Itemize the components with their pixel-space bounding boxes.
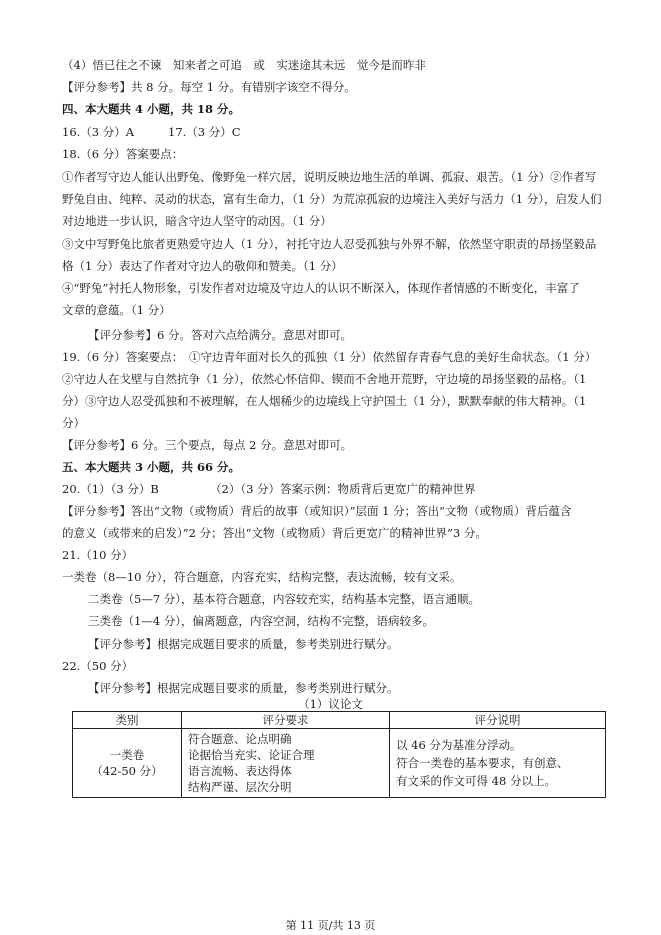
q19-point-line: 分） — [62, 416, 85, 430]
q22-scoring-note: 【评分参考】根据完成题目要求的质量，参考类别进行赋分。 — [88, 681, 399, 695]
requirement-item: 符合题意、论点明确 — [188, 732, 292, 746]
q21-scoring-note: 【评分参考】根据完成题目要求的质量，参考类别进行赋分。 — [88, 637, 399, 651]
q21-grade-one: 一类卷（8—10 分），符合题意，内容充实，结构完整，表达流畅，较有文采。 — [62, 570, 462, 584]
q20-scoring-note: 的意义（或带来的启发）”2 分；答出“文物（或物质）背后更宽广的精神世界”3 分。 — [62, 526, 487, 540]
q18-point-line: 野兔自由、纯粹、灵动的状态，富有生命力，（1 分）为荒凉孤寂的边境注入美好与活力（1 分），启发人们 — [62, 192, 602, 206]
q17-answer: 17.（3 分）C — [168, 125, 241, 139]
header-requirements: 评分要求 — [182, 712, 390, 729]
note-line: 符合一类卷的基本要求，有创意、 — [396, 756, 569, 770]
q18-point-line: 格（1 分）表达了作者对守边人的敬仰和赞美。（1 分） — [62, 259, 343, 273]
q21-heading: 21.（10 分） — [62, 548, 134, 562]
q18-scoring-note: 【评分参考】6 分。答对六点给满分。意思对即可。 — [88, 328, 352, 342]
q21-grade-three: 三类卷（1—4 分），偏离题意，内容空洞，结构不完整，语病较多。 — [88, 614, 435, 628]
q18-point-line: 文章的意蕴。（1 分） — [62, 303, 171, 317]
requirement-item: 语言流畅、表达得体 — [188, 764, 292, 778]
q18-point-line: ④“野兔”衬托人物形象，引发作者对边境及守边人的认识不断深入，体现作者情感的不断变化，丰富了 — [62, 281, 580, 295]
q19-scoring-note: 【评分参考】6 分。三个要点，每点 2 分。意思对即可。 — [62, 438, 353, 452]
note-line: 以 46 分为基准分浮动。 — [396, 738, 522, 752]
q19-point-line: 分）③守边人忍受孤独和不被理解，在人烟稀少的边境线上守护国土（1 分），默默奉献的伟大精神。（1 — [62, 394, 587, 408]
requirement-item: 论据恰当充实、论证合理 — [188, 748, 315, 762]
q20-scoring-note: 【评分参考】答出“文物（或物质）背后的故事（或知识）”层面 1 分；答出“文物（或物质）背后蕴含 — [62, 504, 572, 518]
category-cell — [73, 729, 182, 798]
q15-scoring-note: 【评分参考】共 8 分。每空 1 分。有错别字该空不得分。 — [62, 80, 356, 94]
section-four-heading: 四、本大题共 4 小题，共 18 分。 — [62, 102, 241, 116]
q19-point-line: ②守边人在戈壁与自然抗争（1 分），依然心怀信仰、锲而不舍地开荒野，守边境的昂扬坚毅的品格。（1 — [62, 372, 587, 386]
table-header-row — [73, 712, 606, 729]
q18-heading: 18.（6 分）答案要点： — [62, 147, 184, 161]
requirements-cell — [182, 729, 390, 798]
q20-part2-answer: （2）（3 分）答案示例：物质背后更宽广的精神世界 — [210, 482, 476, 496]
note-line: 有文采的作文可得 48 分以上。 — [396, 774, 556, 788]
q22-heading: 22.（50 分） — [62, 659, 134, 673]
q18-point-line: 对边地进一步认识，暗含守边人坚守的动因。（1 分） — [62, 214, 332, 228]
section-five-heading: 五、本大题共 3 小题，共 66 分。 — [62, 460, 241, 474]
q19-heading: 19.（6 分）答案要点： ①守边青年面对长久的孤独（1 分）依然留存青春气息的美好生命状态。（1 分） — [62, 350, 597, 364]
table-row — [73, 729, 606, 798]
q18-point-line: ①作者写守边人能认出野兔、像野兔一样穴居，说明反映边地生活的单调、孤寂、艰苦。（1 分）②作者写 — [62, 170, 597, 184]
page-number-footer: 第 11 页/共 13 页 — [285, 919, 376, 932]
q15-answer-line: （4）悟已往之不谏 知来者之可追 或 实迷途其未远 觉今是而昨非 — [62, 58, 426, 72]
notes-cell — [390, 729, 606, 798]
requirement-item: 结构严谨、层次分明 — [188, 780, 292, 794]
argumentative-essay-score-table — [72, 711, 606, 798]
q21-grade-two: 二类卷（5—7 分），基本符合题意，内容较充实，结构基本完整，语言通顺。 — [88, 592, 481, 606]
q20-part1-answer: 20.（1）（3 分）B — [62, 482, 159, 496]
q18-point-line: ③文中写野兔比旅者更熟爱守边人（1 分），衬托守边人忍受孤独与外界不解，依然坚守职责的昂扬坚毅品 — [62, 237, 597, 251]
header-category: 类别 — [73, 712, 182, 729]
category-name: 一类卷 — [109, 748, 145, 762]
category-range: （42-50 分） — [91, 764, 163, 778]
table-caption: （1）议论文 — [298, 697, 363, 711]
header-notes: 评分说明 — [390, 712, 606, 729]
q16-answer: 16.（3 分）A — [62, 125, 135, 139]
